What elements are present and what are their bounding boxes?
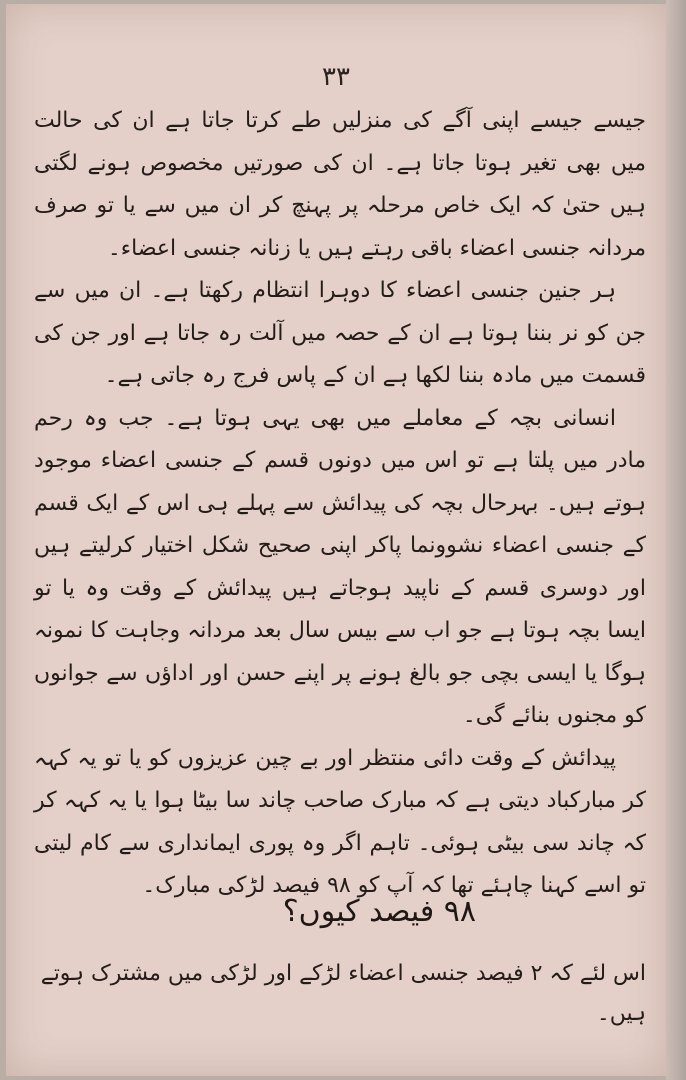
page-edge [666, 0, 686, 1080]
paragraph: انسانی بچہ کے معاملے میں بھی یہی ہوتا ہے۔ جب وہ رحم مادر میں پلتا ہے تو اس میں دونوں قسم کے جنسی اعضاء موجود ہوتے ہیں۔ بہرحال بچہ کی پیدائش سے پہلے ہی اس کے ایک قسم کے جنسی اعضاء نشوونما پاکر اپنی صحیح شکل اختیار کرلیتے ہیں اور دوسری قسم کے ناپید ہوجاتے ہیں پیدائش کے وقت وہ یا تو ایسا بچہ ہوتا ہے جو اب سے بیس سال بعد مردانہ وجاہت کا نمونہ ہوگا یا ایسی بچی جو بالغ ہونے پر اپنے حسن اور اداؤں سے جوانوں کو مجنوں بنائے گی۔ [34, 405, 646, 728]
book-page [6, 4, 666, 1076]
paragraph: اس لئے کہ ۲ فیصد جنسی اعضاء لڑکے اور لڑکی میں مشترک ہوتے ہیں۔ [40, 961, 646, 1026]
paragraph: ہر جنین جنسی اعضاء کا دوہرا انتظام رکھتا ہے۔ ان میں سے جن کو نر بننا ہوتا ہے ان کے حصہ میں آلت رہ جاتا ہے اور جن کی قسمت میں مادہ بننا لکھا ہے ان کے پاس فرج رہ جاتی ہے۔ [34, 278, 646, 388]
page-number: ۳۳ [322, 62, 350, 92]
section-heading: ۹۸ فیصد کیوں؟ [282, 894, 476, 929]
paragraph: پیدائش کے وقت دائی منتظر اور بے چین عزیزوں کو یا تو یہ کہہ کر مبارکباد دیتی ہے کہ مبارک صاحب چاند سا بیٹا ہوا یا یہ کہہ کر کہ چاند سی بیٹی ہوئی۔ تاہم اگر وہ پوری ایمانداری سے کام لیتی تو اسے کہنا چاہئے تھا کہ آپ کو ۹۸ فیصد لڑکی مبارک۔ [34, 745, 646, 898]
body-text [34, 100, 646, 908]
paragraph: جیسے جیسے اپنی آگے کی منزلیں طے کرتا جاتا ہے ان کی حالت میں بھی تغیر ہوتا جاتا ہے۔ ان کی صورتیں مخصوص ہونے لگتی ہیں حتیٰ کہ ایک خاص مرحلہ پر پہنچ کر ان میں سے یا تو صرف مردانہ جنسی اعضاء باقی رہتے ہیں یا زنانہ جنسی اعضاء۔ [34, 108, 646, 261]
